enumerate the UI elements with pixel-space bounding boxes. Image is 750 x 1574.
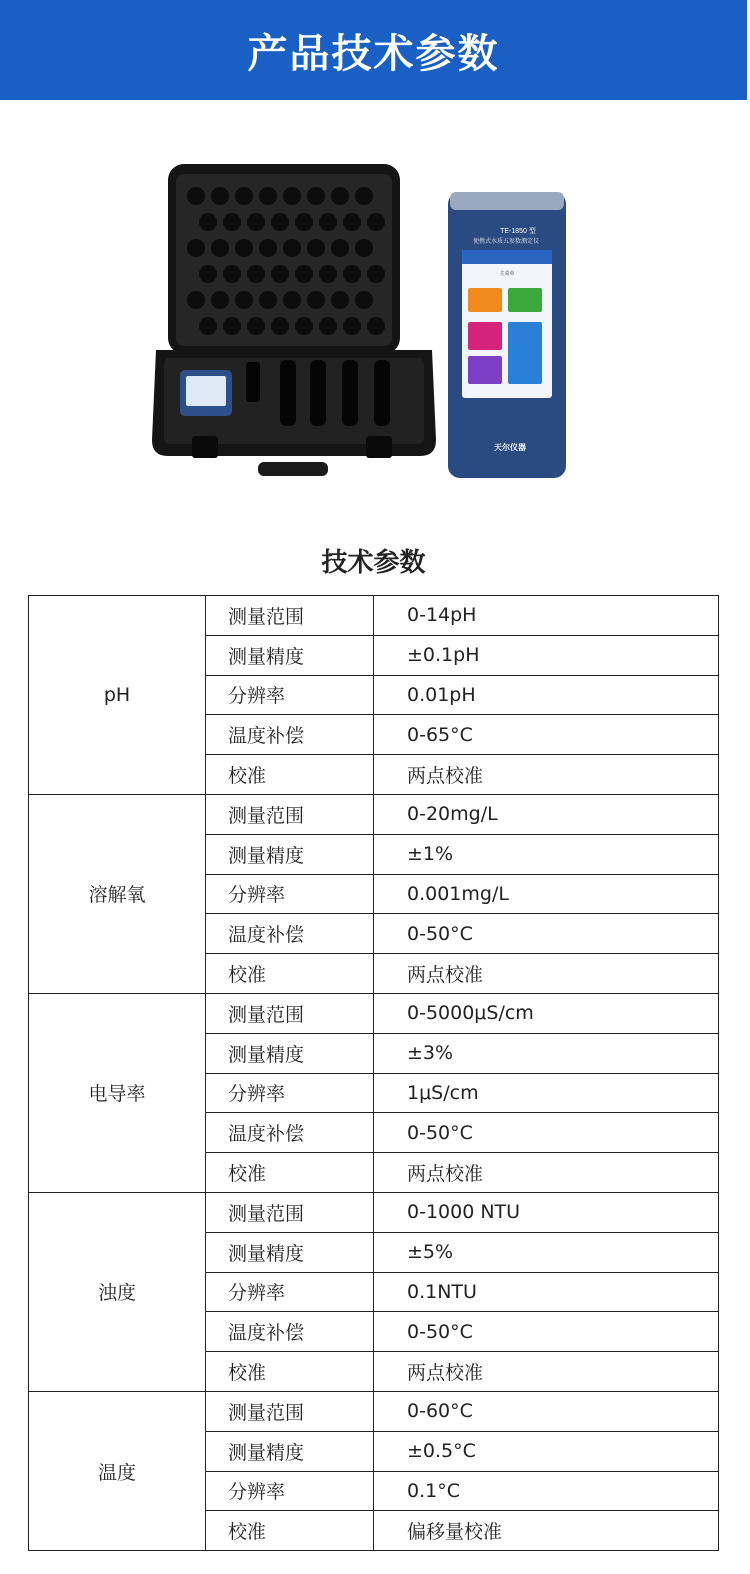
- group-cell: 浊度: [29, 1192, 206, 1391]
- product-illustration: [140, 150, 580, 490]
- meter-brand-logo: 天尔仪器: [494, 443, 526, 452]
- param-cell: 测量范围: [206, 1192, 374, 1232]
- param-cell: 测量范围: [206, 596, 374, 636]
- value-cell: ±0.5°C: [374, 1431, 719, 1471]
- param-cell: 测量范围: [206, 794, 374, 834]
- menu-tile-purple: [468, 356, 502, 384]
- menu-tile-orange: [468, 288, 502, 312]
- table-row: [29, 993, 719, 1033]
- spec-table: [28, 595, 719, 1551]
- param-cell: 分辨率: [206, 1073, 374, 1113]
- value-cell: 两点校准: [374, 1352, 719, 1392]
- param-cell: 分辨率: [206, 874, 374, 914]
- value-cell: ±0.1pH: [374, 635, 719, 675]
- param-cell: 温度补偿: [206, 1312, 374, 1352]
- param-cell: 测量精度: [206, 1431, 374, 1471]
- value-cell: 0-50°C: [374, 1113, 719, 1153]
- param-cell: 校准: [206, 1153, 374, 1193]
- meter-subtitle: 便携式水质五参数测定仪: [472, 239, 540, 245]
- menu-tile-pink: [468, 322, 502, 350]
- value-cell: 0-50°C: [374, 914, 719, 954]
- table-row: [29, 1192, 719, 1232]
- header-banner: [0, 0, 747, 100]
- group-cell: 溶解氧: [29, 794, 206, 993]
- probe-2: [310, 360, 326, 426]
- value-cell: 0-65°C: [374, 715, 719, 755]
- param-cell: 测量精度: [206, 1232, 374, 1272]
- meter-screen-title: 主菜单: [499, 271, 515, 277]
- probe-4: [374, 360, 390, 426]
- case-handle: [258, 462, 328, 476]
- value-cell: 0.01pH: [374, 675, 719, 715]
- value-cell: 两点校准: [374, 755, 719, 795]
- param-cell: 校准: [206, 1352, 374, 1392]
- value-cell: 1μS/cm: [374, 1073, 719, 1113]
- value-cell: 0-50°C: [374, 1312, 719, 1352]
- value-cell: 0-60°C: [374, 1391, 719, 1431]
- param-cell: 校准: [206, 954, 374, 994]
- param-cell: 校准: [206, 1511, 374, 1551]
- param-cell: 分辨率: [206, 1471, 374, 1511]
- param-cell: 分辨率: [206, 1272, 374, 1312]
- table-row: [29, 596, 719, 636]
- value-cell: 偏移量校准: [374, 1511, 719, 1551]
- param-cell: 测量精度: [206, 834, 374, 874]
- value-cell: 0.1NTU: [374, 1272, 719, 1312]
- param-cell: 分辨率: [206, 675, 374, 715]
- group-cell: pH: [29, 596, 206, 795]
- value-cell: 0.1°C: [374, 1471, 719, 1511]
- menu-tile-blue: [508, 322, 542, 384]
- value-cell: 0-1000 NTU: [374, 1192, 719, 1232]
- value-cell: 0.001mg/L: [374, 874, 719, 914]
- group-cell: 电导率: [29, 993, 206, 1192]
- value-cell: 两点校准: [374, 1153, 719, 1193]
- table-row: [29, 1391, 719, 1431]
- spec-section-title: 技术参数: [321, 548, 426, 578]
- param-cell: 测量范围: [206, 993, 374, 1033]
- table-row: [29, 794, 719, 834]
- param-cell: 温度补偿: [206, 914, 374, 954]
- param-cell: 测量精度: [206, 635, 374, 675]
- value-cell: ±5%: [374, 1232, 719, 1272]
- page-title: 产品技术参数: [247, 30, 500, 77]
- param-cell: 测量精度: [206, 1033, 374, 1073]
- param-cell: 温度补偿: [206, 1113, 374, 1153]
- param-cell: 测量范围: [206, 1391, 374, 1431]
- value-cell: ±1%: [374, 834, 719, 874]
- probe-1: [280, 360, 296, 426]
- menu-tile-green: [508, 288, 542, 312]
- param-cell: 校准: [206, 755, 374, 795]
- value-cell: ±3%: [374, 1033, 719, 1073]
- group-cell: 温度: [29, 1391, 206, 1550]
- meter-model: TE-1850 型: [500, 228, 536, 235]
- product-image: [140, 150, 580, 490]
- value-cell: 0-5000μS/cm: [374, 993, 719, 1033]
- value-cell: 0-14pH: [374, 596, 719, 636]
- probe-3: [342, 360, 358, 426]
- value-cell: 0-20mg/L: [374, 794, 719, 834]
- value-cell: 两点校准: [374, 954, 719, 994]
- param-cell: 温度补偿: [206, 715, 374, 755]
